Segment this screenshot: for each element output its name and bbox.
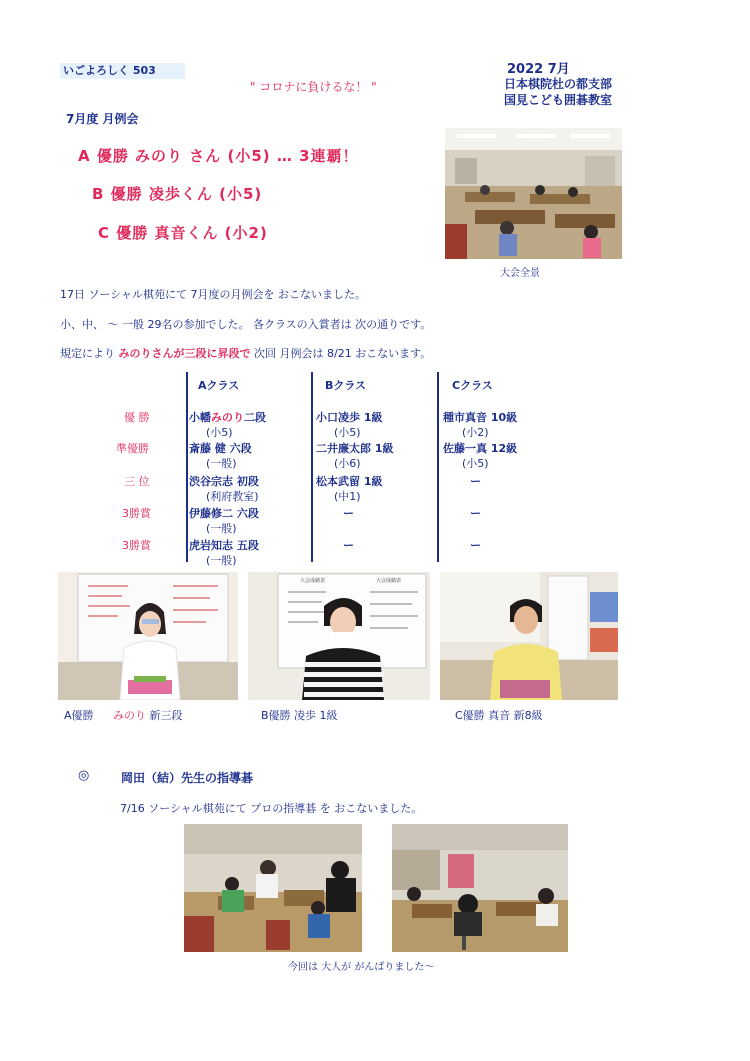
a1-rank: 二段	[244, 411, 266, 424]
rank-second: 準優勝	[116, 442, 149, 455]
teaching-game-photo-1	[184, 824, 362, 952]
winner-a-headline: A 優勝 みのり さん (小5) … 3連覇！	[78, 147, 359, 165]
a-caption-name: みのり	[113, 709, 147, 722]
table-cell-a4-sub: (一般)	[206, 522, 237, 535]
slogan: " コロナに負けるな！ "	[250, 80, 377, 94]
table-cell-c4: ー	[470, 507, 481, 520]
org-name-line2: 国見こども囲碁教室	[504, 93, 613, 107]
event-summary: 17日 ソーシャル棋苑にて 7月度の月例会を おこないました。	[60, 288, 367, 301]
table-cell-c2: 佐藤一真 12級	[443, 442, 518, 455]
table-cell-c1: 種市真音 10級	[443, 411, 518, 424]
board-label-1: 大会成績表	[300, 578, 326, 584]
winner-c-photo	[440, 572, 618, 700]
table-cell-a5-sub: (一般)	[206, 554, 237, 567]
section-text: 7/16 ソーシャル棋苑にて プロの指導碁 を おこないました。	[120, 802, 423, 815]
rank-three-wins-1: 3勝賞	[122, 507, 151, 520]
table-cell-a5: 虎岩知志 五段	[189, 539, 259, 552]
a1-surname: 小幡	[189, 411, 211, 424]
winner-b-headline: B 優勝 凌歩くん (小5)	[92, 185, 263, 203]
a1-name-highlight: みのり	[211, 411, 244, 424]
table-divider	[186, 372, 188, 562]
table-cell-c1-sub: (小2)	[462, 426, 489, 439]
rank-first: 優 勝	[124, 411, 150, 424]
a-caption-label: A優勝	[64, 709, 94, 722]
event-title: 7月度 月例会	[66, 112, 139, 126]
rank-three-wins-2: 3勝賞	[122, 539, 151, 552]
table-cell-b1: 小口凌歩 1級	[316, 411, 383, 424]
issue-date: 2022 7月	[507, 62, 570, 77]
table-cell-c3: ー	[470, 475, 481, 488]
table-cell-c5: ー	[470, 539, 481, 552]
table-cell-a2-sub: (一般)	[206, 457, 237, 470]
a-caption-rank: 新三段	[146, 709, 183, 722]
table-cell-a3: 渋谷宗志 初段	[189, 475, 259, 488]
header-class-a: Aクラス	[198, 379, 240, 392]
table-cell-b3-sub: (中1)	[334, 490, 361, 503]
promotion-prefix: 規定により	[60, 347, 119, 360]
table-cell-b2-sub: (小6)	[334, 457, 361, 470]
table-cell-a1	[189, 409, 266, 425]
table-cell-a2: 斎藤 健 六段	[189, 442, 252, 455]
section-title: 岡田（結）先生の指導碁	[121, 771, 254, 785]
winner-c-headline: C 優勝 真音くん (小2)	[98, 224, 268, 242]
table-cell-a1-sub: (小5)	[206, 426, 233, 439]
table-cell-b5: ー	[343, 539, 354, 552]
table-cell-a3-sub: (利府教室)	[206, 490, 259, 503]
next-event-note: 次回 月例会は 8/21 おこないます。	[250, 347, 432, 360]
table-cell-a4: 伊藤修二 六段	[189, 507, 259, 520]
table-cell-c2-sub: (小5)	[462, 457, 489, 470]
header-class-c: Cクラス	[452, 379, 493, 392]
header-class-b: Bクラス	[325, 379, 367, 392]
winner-b-photo	[248, 572, 430, 700]
table-cell-b1-sub: (小5)	[334, 426, 361, 439]
hall-photo-caption: 大会全景	[500, 268, 540, 279]
participants-note: 小、中、 ～ 一般 29名の参加でした。 各クラスの入賞者は 次の通りです。	[60, 318, 432, 331]
org-name-line1: 日本棋院杜の都支部	[504, 77, 613, 91]
table-divider	[437, 372, 439, 562]
section-photo-caption: 今回は 大人が がんばりました～	[288, 962, 435, 973]
teaching-game-photo-2	[392, 824, 568, 952]
table-divider	[311, 372, 313, 562]
winner-a-caption	[64, 707, 183, 723]
promotion-note	[60, 345, 431, 361]
board-label-2: 大会成績表	[376, 578, 402, 584]
table-cell-b4: ー	[343, 507, 354, 520]
winner-c-caption: C優勝 真音 新8級	[455, 709, 543, 722]
winner-a-photo	[58, 572, 238, 700]
winner-b-caption: B優勝 凌歩 1級	[261, 709, 338, 722]
tournament-hall-photo	[445, 128, 622, 259]
promotion-highlight: みのりさんが三段に昇段で	[118, 347, 251, 360]
section-bullet: ◎	[78, 768, 90, 783]
rank-third: 三 位	[124, 475, 150, 488]
table-cell-b3: 松本武留 1級	[316, 475, 383, 488]
newsletter-label: いごよろしく 503	[60, 63, 185, 79]
table-cell-b2: 二井廉太郎 1級	[316, 442, 394, 455]
